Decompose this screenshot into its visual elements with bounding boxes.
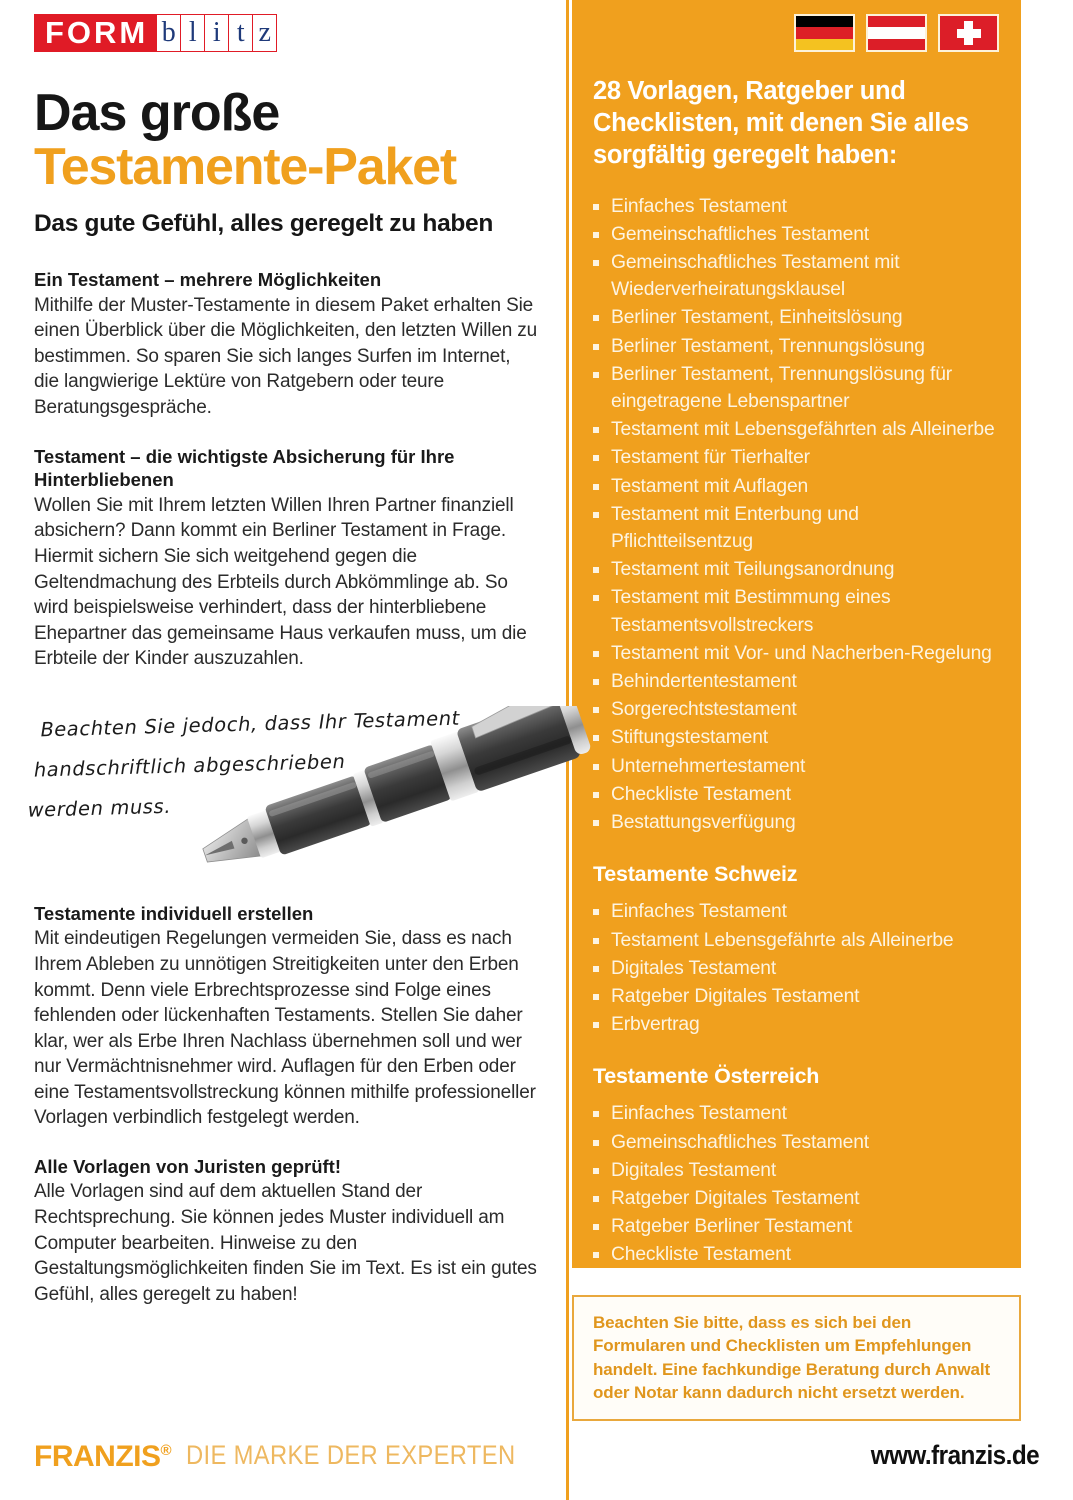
logo-letter-i: i xyxy=(205,14,229,52)
logo-form-text: FORM xyxy=(34,14,157,52)
schweiz-template-list xyxy=(593,898,999,1038)
list-item: Digitales Testament xyxy=(593,955,999,982)
main-template-list xyxy=(593,193,999,837)
franzis-logo xyxy=(34,1440,171,1474)
page-footer xyxy=(0,1440,1073,1500)
country-flags xyxy=(593,14,999,52)
handwritten-line-2: handschriftlich abgeschrieben xyxy=(32,749,348,782)
section-body: Mit eindeutigen Regelungen vermeiden Sie, dass es nach Ihrem Ableben zu unnötigen Streitigkeiten unter den Erben kommt. Denn viele Erbrechtsprozesse sind Folge eines fehlenden oder lückenhaften Testaments. Stellen Sie daher klar, wer als Erbe Ihren Nachlass übernehmen soll und wer nur Vermächtnisnehmer wird. Auflagen für den Erben oder eine Testamentsvollstreckung können mithilfe professioneller Vorlagen verbindlich festgelegt werden. xyxy=(34,928,536,1129)
features-panel xyxy=(572,0,1021,1268)
handwritten-note-block xyxy=(25,696,538,896)
logo-letter-t: t xyxy=(229,14,253,52)
list-item: Testament mit Bestimmung eines Testamentsvollstreckers xyxy=(593,584,999,638)
section-heading: Ein Testament – mehrere Möglichkeiten xyxy=(34,269,382,291)
handwritten-note xyxy=(25,697,514,831)
registered-mark: ® xyxy=(160,1442,172,1459)
flag-switzerland-icon xyxy=(938,14,999,52)
list-item: Berliner Testament, Trennungslösung xyxy=(593,333,999,360)
list-item: Gemeinschaftliches Testament mit Wiederverheiratungsklausel xyxy=(593,249,999,303)
list-item: Checkliste Testament xyxy=(593,1241,999,1268)
list-item: Checkliste Testament xyxy=(593,781,999,808)
section-individuell xyxy=(34,902,538,1131)
list-item: Berliner Testament, Einheitslösung xyxy=(593,304,999,331)
handwritten-line-3: werden muss. xyxy=(25,794,174,822)
list-item: Ratgeber Berliner Testament xyxy=(593,1213,999,1240)
list-item: Ratgeber Digitales Testament xyxy=(593,983,999,1010)
subheading-schweiz: Testamente Schweiz xyxy=(593,862,798,887)
formblitz-logo xyxy=(34,14,277,52)
list-item: Testament für Tierhalter xyxy=(593,444,999,471)
panel-heading: 28 Vorlagen, Ratgeber und Checklisten, mit denen Sie alles sorgfältig geregelt haben: xyxy=(593,77,969,169)
list-item: Berliner Testament, Trennungslösung für eingetragene Lebenspartner xyxy=(593,361,999,415)
list-item: Einfaches Testament xyxy=(593,898,999,925)
section-body: Mithilfe der Muster-Testamente in diesem Paket erhalten Sie einen Überblick über die Möglichkeiten, den letzten Willen zu bestimmen. So sparen Sie sich langes Surfen im Internet, die langwierige Lektüre von Ratgebern oder teure Beratungsgespräche. xyxy=(34,294,538,419)
list-item: Stiftungstestament xyxy=(593,724,999,751)
list-item: Einfaches Testament xyxy=(593,193,999,220)
section-heading: Alle Vorlagen von Juristen geprüft! xyxy=(34,1155,342,1177)
list-item: Sorgerechtstestament xyxy=(593,696,999,723)
section-body: Wollen Sie mit Ihrem letzten Willen Ihren Partner finanziell absichern? Dann kommt ein Berliner Testament in Frage. Hiermit sichern Sie sich weitgehend gegen die Geltendmachung des Erbteils durch Abkömmlinge ab. So wird beispielsweise verhindert, dass der hinterbliebene Ehepartner das gemeinsame Haus verkaufen muss, um die Erbteile der Kinder auszuzahlen. xyxy=(34,494,527,670)
handwritten-line-1: Beachten Sie jedoch, dass Ihr Testament xyxy=(38,706,462,742)
disclaimer-box xyxy=(572,1295,1021,1421)
logo-letter-b: b xyxy=(157,14,181,52)
list-item: Gemeinschaftliches Testament xyxy=(593,1129,999,1156)
logo-letter-l: l xyxy=(181,14,205,52)
product-title-line1: Das große xyxy=(34,84,280,142)
list-item: Testament mit Lebensgefährten als Alleinerbe xyxy=(593,416,999,443)
logo-letter-z: z xyxy=(253,14,277,52)
list-item: Behindertentestament xyxy=(593,668,999,695)
product-title-line2: Testamente-Paket xyxy=(34,138,457,197)
section-body: Alle Vorlagen sind auf dem aktuellen Stand der Rechtsprechung. Sie können jedes Muster individuell am Computer bearbeiten. Hinweise zu den Gestaltungsmöglichkeiten finden Sie im Text. Es ist ein gutes Gefühl, alles geregelt zu haben! xyxy=(34,1181,537,1305)
list-item: Ratgeber Digitales Testament xyxy=(593,1185,999,1212)
oesterreich-template-list xyxy=(593,1100,999,1268)
list-item: Testament mit Auflagen xyxy=(593,473,999,500)
section-heading: Testamente individuell erstellen xyxy=(34,902,314,924)
section-juristen xyxy=(34,1155,538,1307)
franzis-brand-text: FRANZIS xyxy=(34,1440,161,1473)
franzis-tagline: DIE MARKE DER EXPERTEN xyxy=(186,1440,516,1470)
list-item: Unternehmertestament xyxy=(593,753,999,780)
list-item: Testament mit Enterbung und Pflichtteilsentzug xyxy=(593,501,999,555)
flag-austria-icon xyxy=(866,14,927,52)
website-url[interactable]: www.franzis.de xyxy=(870,1440,1039,1470)
list-item: Testament Lebensgefährte als Alleinerbe xyxy=(593,927,999,954)
flag-germany-icon xyxy=(794,14,855,52)
section-heading: Testament – die wichtigste Absicherung für Ihre Hinterbliebenen xyxy=(34,445,455,491)
list-item: Erbvertrag xyxy=(593,1011,999,1038)
subheading-oesterreich: Testamente Österreich xyxy=(593,1064,820,1089)
logo-blitz-letters xyxy=(157,14,277,52)
section-absicherung xyxy=(34,445,538,672)
section-moeglichkeiten xyxy=(34,268,538,420)
product-subtitle: Das gute Gefühl, alles geregelt zu haben xyxy=(34,210,494,238)
list-item: Einfaches Testament xyxy=(593,1100,999,1127)
list-item: Bestattungsverfügung xyxy=(593,809,999,836)
list-item: Gemeinschaftliches Testament xyxy=(593,221,999,248)
disclaimer-text: Beachten Sie bitte, dass es sich bei den Formularen und Checklisten um Empfehlungen handelt. Eine fachkundige Beratung durch Anwalt oder Notar kann dadurch nicht ersetzt werden. xyxy=(593,1313,991,1402)
list-item: Digitales Testament xyxy=(593,1157,999,1184)
list-item: Testament mit Teilungsanordnung xyxy=(593,556,999,583)
list-item: Testament mit Vor- und Nacherben-Regelung xyxy=(593,640,999,667)
